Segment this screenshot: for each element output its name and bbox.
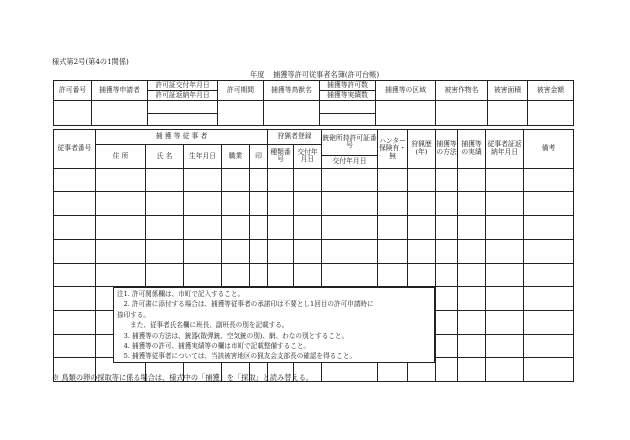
worker-cell[interactable] [486,216,524,240]
worker-cell[interactable] [486,192,524,216]
table-row [54,239,574,263]
worker-cell[interactable] [222,263,250,287]
note-line: 捺印する。 [117,310,150,319]
worker-cell[interactable] [486,239,524,263]
permit-data-cell[interactable] [54,101,92,126]
worker-cell[interactable] [458,239,486,263]
worker-cell[interactable] [408,168,436,192]
note-line: 3. 捕獲等の方法は、銃器(散弾銃、空気銃の別)、網、わなの別とすること。 [117,331,349,340]
permit-data-cell[interactable] [218,101,264,126]
worker-cell[interactable] [250,263,268,287]
worker-cell[interactable] [436,192,458,216]
worker-cell[interactable] [458,168,486,192]
worker-cell[interactable] [322,168,378,192]
worker-cell[interactable] [322,216,378,240]
permit-table [53,80,574,126]
capture-results-header: 捕獲等の実績 [458,130,486,169]
worker-cell[interactable] [378,216,408,240]
worker-cell[interactable] [322,263,378,287]
footnote: ※ 鳥類の卵の採取等に係る場合は、様式中の「捕獲」を「採取」と読み替える。 [52,373,314,382]
worker-cell[interactable] [524,358,574,382]
worker-cell[interactable] [436,358,458,382]
worker-cell[interactable] [436,334,458,358]
worker-cell[interactable] [486,334,524,358]
worker-cell[interactable] [524,192,574,216]
note-line: 4. 捕獲等の許可、捕獲実績等の欄は市町で記載整備すること。 [117,342,311,351]
worker-cell[interactable] [486,168,524,192]
permit-data-cell[interactable] [488,101,528,126]
worker-cell[interactable] [322,239,378,263]
worker-cell[interactable] [184,239,222,263]
notes-box [113,287,435,363]
worker-cell[interactable] [294,239,322,263]
worker-cell[interactable] [408,192,436,216]
worker-cell[interactable] [54,263,96,287]
capture-method-header: 捕獲等の方法 [436,130,458,169]
species-header: 捕獲等鳥獣名 [264,81,320,101]
worker-cell[interactable] [250,239,268,263]
worker-cell[interactable] [184,263,222,287]
worker-cell[interactable] [54,287,96,311]
worker-cell[interactable] [184,192,222,216]
worker-cell[interactable] [294,192,322,216]
worker-cell[interactable] [54,192,96,216]
worker-cell[interactable] [486,358,524,382]
address-header: 住 所 [96,145,146,169]
table-row [54,168,574,192]
worker-cell[interactable] [524,263,574,287]
worker-cell[interactable] [436,310,458,334]
permit-data-cell[interactable] [320,101,376,113]
table-row [54,216,574,240]
worker-cell[interactable] [222,192,250,216]
form-label: 様式第2号(第4の1関係) [52,57,129,66]
note-line: 5. 捕獲等従事者については、当該被害地区の猟友会支部長の確認を得ること。 [117,352,357,361]
worker-cell[interactable] [524,310,574,334]
hunter-registration-header: 狩猟者登録 [268,130,322,145]
return-date-header: 許可証返納年月日 [148,91,218,101]
note-line: 注1. 許可関係欄は、市町で記入すること。 [117,290,245,298]
actual-count-header: 捕獲等実績数 [320,91,376,101]
worker-cell[interactable] [486,310,524,334]
hunting-years-header: 狩猟歴(年) [408,130,436,169]
worker-cell[interactable] [54,310,96,334]
worker-cell[interactable] [524,334,574,358]
worker-cell[interactable] [458,287,486,311]
worker-cell[interactable] [54,334,96,358]
worker-cell[interactable] [250,168,268,192]
worker-cell[interactable] [378,168,408,192]
certificate-return-header: 従事者証返納年月日 [486,130,524,169]
page-title: 捕獲等許可従事者名簿(許可台帳) [273,70,380,79]
worker-cell[interactable] [524,168,574,192]
damaged-crop-header: 被害作物名 [436,81,488,101]
worker-cell[interactable] [458,216,486,240]
worker-cell[interactable] [294,263,322,287]
worker-cell[interactable] [146,263,184,287]
worker-cell[interactable] [146,168,184,192]
worker-cell[interactable] [524,216,574,240]
area-header: 捕獲等の区域 [376,81,436,101]
permit-data-cell[interactable] [92,101,148,126]
permit-data-cell[interactable] [264,101,320,126]
worker-cell[interactable] [458,334,486,358]
worker-cell[interactable] [250,192,268,216]
hunter-insurance-header: ハンター保険有・無 [378,130,408,169]
worker-cell[interactable] [268,216,294,240]
worker-cell[interactable] [222,168,250,192]
worker-cell[interactable] [222,216,250,240]
note-line: 2. 許可書に添付する場合は、捕獲等従事者の承諾印は不要とし1回目の許可申請時に [117,300,374,309]
permit-number-header: 許可番号 [54,81,92,101]
issue-date-header: 許可証交付年月日 [148,81,218,91]
worker-cell[interactable] [96,192,146,216]
worker-cell[interactable] [408,263,436,287]
worker-cell[interactable] [294,168,322,192]
worker-cell[interactable] [96,168,146,192]
worker-cell[interactable] [436,239,458,263]
worker-cell[interactable] [408,239,436,263]
worker-cell[interactable] [146,239,184,263]
worker-cell[interactable] [222,239,250,263]
worker-cell[interactable] [146,216,184,240]
worker-cell[interactable] [524,287,574,311]
worker-cell[interactable] [436,168,458,192]
permit-data-cell[interactable] [148,113,218,125]
applicant-header: 捕獲等申請者 [92,81,148,101]
worker-cell[interactable] [378,192,408,216]
worker-cell[interactable] [458,192,486,216]
birth-date-header: 生年月日 [184,145,222,169]
permit-data-cell[interactable] [376,101,436,126]
table-row [54,192,574,216]
damage-amount-header: 被害金額 [528,81,574,101]
gun-issued-date-header: 交付年月日 [322,155,378,168]
gun-permit-header: 銃砲所持許可証番号 [322,130,378,156]
worker-cell[interactable] [458,358,486,382]
title-prefix: 年度 [250,70,265,79]
worker-cell[interactable] [486,263,524,287]
worker-cell[interactable] [54,168,96,192]
seal-header: 印 [250,145,268,169]
worker-cell[interactable] [322,192,378,216]
worker-cell[interactable] [184,168,222,192]
worker-cell[interactable] [294,216,322,240]
remarks-header: 備考 [524,130,574,169]
permit-data-cell[interactable] [148,101,218,113]
worker-cell[interactable] [436,216,458,240]
worker-cell[interactable] [54,239,96,263]
worker-cell[interactable] [436,287,458,311]
worker-cell[interactable] [96,239,146,263]
worker-cell[interactable] [268,192,294,216]
note-line: また、従事者氏名欄に班長、副班長の別を記載する。 [117,321,289,330]
permit-data-cell[interactable] [320,113,376,125]
worker-cell[interactable] [54,216,96,240]
worker-cell[interactable] [408,216,436,240]
damaged-area-header: 被害面積 [488,81,528,101]
worker-cell[interactable] [436,263,458,287]
worker-number-header: 従事者番号 [54,130,96,169]
worker-cell[interactable] [458,310,486,334]
worker-cell[interactable] [268,239,294,263]
permit-data-cell[interactable] [528,101,574,126]
worker-cell[interactable] [458,263,486,287]
table-row [54,263,574,287]
worker-cell[interactable] [378,239,408,263]
name-header: 氏 名 [146,145,184,169]
period-header: 許可期間 [218,81,264,101]
worker-cell[interactable] [184,216,222,240]
worker-cell[interactable] [378,263,408,287]
worker-cell[interactable] [146,192,184,216]
worker-cell[interactable] [96,216,146,240]
issued-date-reg-header: 交付年月日 [294,145,322,169]
permit-count-header: 捕獲等許可数 [320,81,376,91]
kind-number-header: 種類番号 [268,145,294,169]
worker-cell[interactable] [268,168,294,192]
permit-data-cell[interactable] [436,101,488,126]
worker-group-header: 捕 獲 等 従 事 者 [96,130,268,145]
worker-cell[interactable] [486,287,524,311]
worker-cell[interactable] [96,263,146,287]
worker-cell[interactable] [524,239,574,263]
occupation-header: 職業 [222,145,250,169]
worker-cell[interactable] [268,263,294,287]
worker-cell[interactable] [250,216,268,240]
